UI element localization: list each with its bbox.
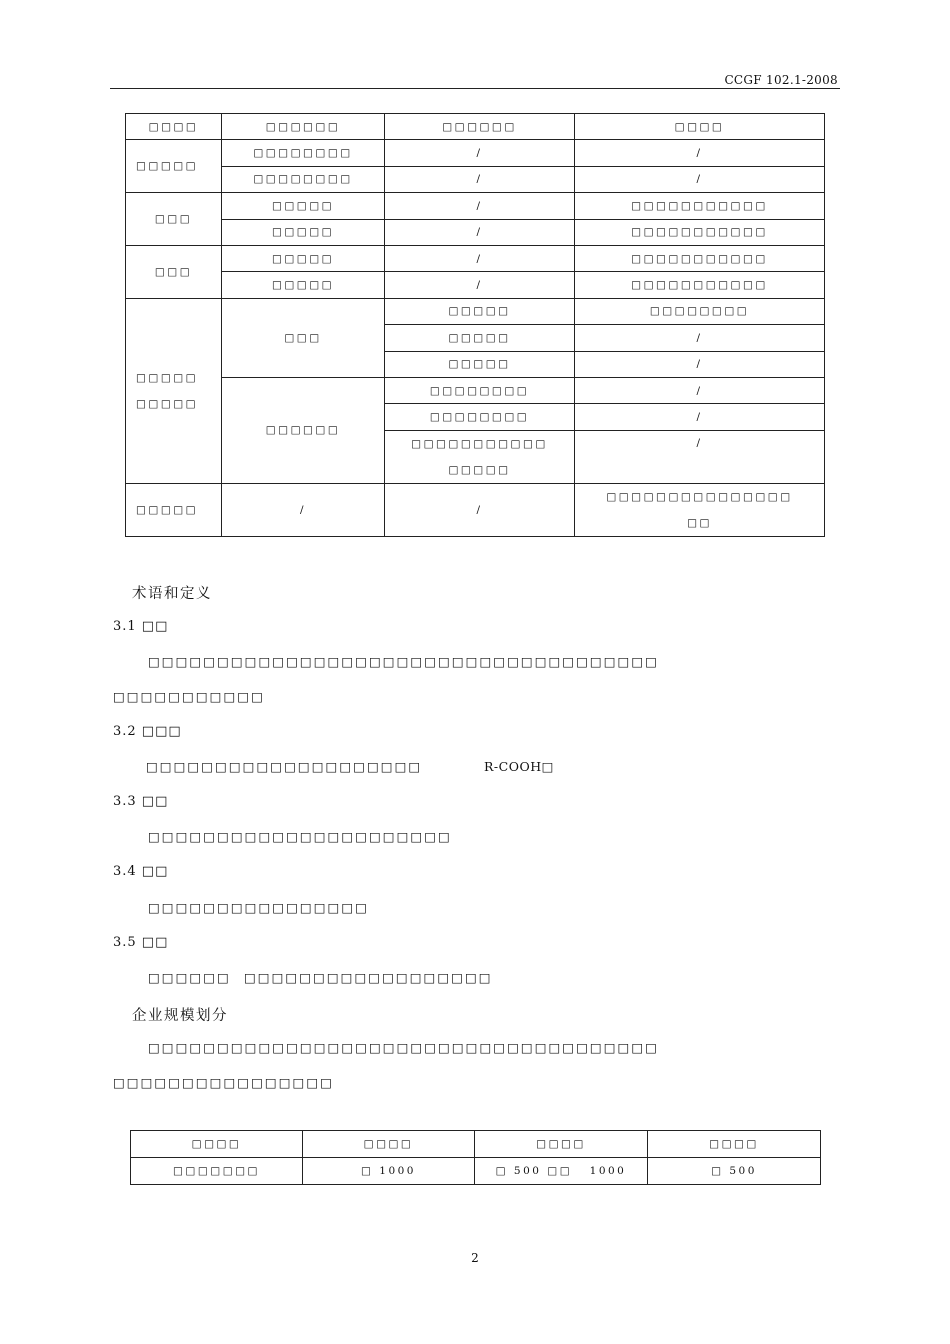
table-cell: □□□□□□□□ — [385, 377, 575, 403]
term-definition: □□□□□□□□□□□□□□□□□□ — [244, 970, 493, 985]
section-paragraph: □□□□□□□□□□□□□□□□□□□□□□□□□□□□□□□□□□□□□ — [148, 1040, 659, 1055]
table-cell: □□□□□ — [385, 325, 575, 351]
table-cell: □□□□□ — [385, 351, 575, 377]
document-code: CCGF 102.1-2008 — [724, 73, 838, 87]
table-row — [126, 219, 825, 245]
table-header-cell: □□□□□□ — [385, 114, 575, 140]
table-header-cell: □□□□ — [303, 1131, 475, 1158]
table-cell: □ 1000 — [303, 1158, 475, 1185]
table-row — [126, 193, 825, 219]
table-cell: □ 500 — [648, 1158, 821, 1185]
table-cell: □□□□□ — [222, 193, 385, 219]
term-definition: □□□□□□□□□□□□□□□□□□□□□□ — [148, 829, 452, 844]
table-cell: □□□□□□□□□□□ — [575, 272, 825, 298]
table-cell: / — [575, 351, 825, 377]
table-header-cell: □□□□ — [131, 1131, 303, 1158]
table-cell: □□□□□ — [222, 245, 385, 271]
table-cell: / — [575, 404, 825, 430]
table-row — [126, 166, 825, 192]
cell-line: □□□□□ — [448, 463, 511, 476]
table-cell: / — [385, 193, 575, 219]
table-cell: □□□□□□□ — [131, 1158, 303, 1185]
table-cell: / — [575, 325, 825, 351]
group-label-line: □□□□□ — [136, 397, 199, 410]
table-cell: / — [575, 166, 825, 192]
table-row — [126, 272, 825, 298]
cell-line: □□□□□□□□□□□ — [411, 437, 548, 450]
term-number: 3.3 □□ — [113, 794, 169, 809]
table-cell: □□□□□□□□□□□ — [575, 245, 825, 271]
table-cell: / — [385, 140, 575, 166]
term-formula: R-COOH□ — [484, 759, 554, 774]
table-cell: □ 500 □□ 1000 — [475, 1158, 648, 1185]
table-cell-group: □□□ — [126, 193, 222, 246]
page-number: 2 — [471, 1251, 479, 1265]
term-number: 3.5 □□ — [113, 935, 169, 950]
section-paragraph: □□□□□□□□□□□□□□□□ — [113, 1075, 334, 1090]
section-heading-terms: 术语和定义 — [132, 586, 212, 602]
table-cell: / — [222, 483, 385, 536]
table-cell: / — [385, 219, 575, 245]
table-cell: □□□□□□□□□□□ — [575, 193, 825, 219]
table-row — [126, 377, 825, 403]
table-cell: / — [385, 166, 575, 192]
section-heading-scale: 企业规模划分 — [132, 1008, 228, 1024]
table-row — [131, 1158, 821, 1185]
table-cell-subgroup: □□□□□□ — [222, 377, 385, 483]
table-header-row — [131, 1131, 821, 1158]
table-row — [126, 245, 825, 271]
table-cell — [385, 430, 575, 483]
table-cell: / — [385, 483, 575, 536]
term-definition: □□□□□□□□□□□□□□□□□□□□ — [146, 759, 423, 774]
table-cell-group: □□□□□ — [126, 140, 222, 193]
group-label-line: □□□□□ — [136, 371, 199, 384]
cell-line: □□□□□□□□□□□□□□□ — [606, 490, 793, 503]
table-cell: / — [575, 377, 825, 403]
table-cell-subgroup: □□□ — [222, 298, 385, 377]
term-definition: □□□□□□□□□□□□□□□□ — [148, 900, 369, 915]
table-cell: □□□□□□□□ — [222, 140, 385, 166]
term-number: 3.1 □□ — [113, 619, 169, 634]
table-cell: □□□□□ — [385, 298, 575, 324]
table-header-cell: □□□□ — [648, 1131, 821, 1158]
table-cell: / — [575, 430, 825, 483]
table-cell-group — [126, 298, 222, 483]
spec-table — [125, 113, 825, 537]
term-definition: □□□□□□□□□□□ — [113, 689, 265, 704]
table-cell: □□□□□□□□ — [385, 404, 575, 430]
table-cell — [575, 483, 825, 536]
table-cell-group: □□□□□ — [126, 483, 222, 536]
table-cell: □□□□□□□□ — [575, 298, 825, 324]
table-cell: / — [385, 245, 575, 271]
table-cell: □□□□□□□□ — [222, 166, 385, 192]
table-cell: / — [385, 272, 575, 298]
table-header-row — [126, 114, 825, 140]
table-cell: / — [575, 140, 825, 166]
table-row — [126, 483, 825, 536]
table-cell: □□□□□ — [222, 219, 385, 245]
table-row — [126, 140, 825, 166]
table-cell: □□□□□□□□□□□ — [575, 219, 825, 245]
cell-line: □□ — [687, 516, 712, 529]
table-header-cell: □□□□ — [126, 114, 222, 140]
scale-table — [130, 1130, 821, 1185]
header-rule — [110, 88, 840, 89]
term-definition: □□□□□□□□□□□□□□□□□□□□□□□□□□□□□□□□□□□□□ — [148, 654, 659, 669]
term-number: 3.4 □□ — [113, 864, 169, 879]
table-row — [126, 298, 825, 324]
term-definition: □□□□□□ — [148, 970, 231, 985]
table-header-cell: □□□□ — [475, 1131, 648, 1158]
table-cell: □□□□□ — [222, 272, 385, 298]
table-header-cell: □□□□□□ — [222, 114, 385, 140]
table-cell-group: □□□ — [126, 245, 222, 298]
table-header-cell: □□□□ — [575, 114, 825, 140]
term-number: 3.2 □□□ — [113, 724, 182, 739]
